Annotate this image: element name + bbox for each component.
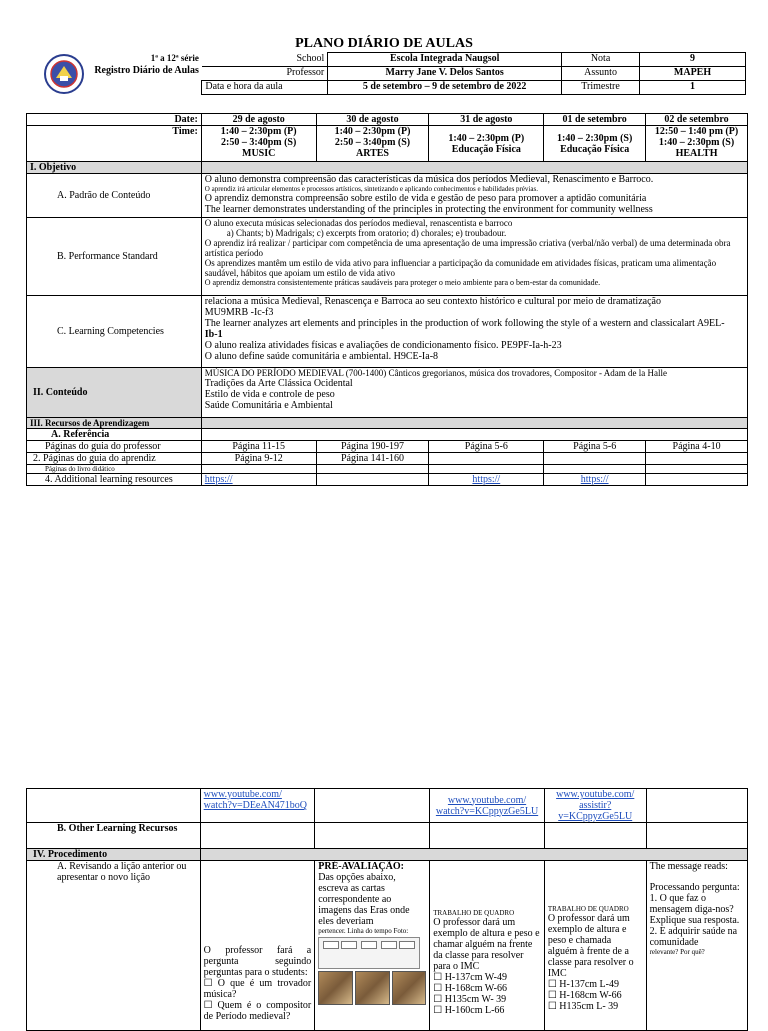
teacher-guide-pages: Página 4-10	[646, 441, 748, 453]
message-text: Processando pergunta:	[649, 882, 740, 893]
board-work-item: ☐ H135cm L- 39	[547, 1001, 619, 1012]
resource-link[interactable]: https://	[204, 474, 233, 485]
day-date: 01 de setembro	[544, 114, 646, 126]
nota-value: 9	[640, 53, 746, 67]
day-time: 1:40 – 2:30pm (P)	[220, 126, 297, 137]
board-work-text: O professor dará um exemplo de altura e peso e chamada alguém à frente de a classe para resolver o IMC	[547, 913, 634, 979]
referencia-label: A. Referência	[27, 429, 202, 441]
youtube-link[interactable]: www.youtube.com/ watch?v=DEeAN471boQ	[203, 789, 308, 811]
era-pictures	[318, 971, 426, 1005]
school-value: Escola Integrada Naugsol	[328, 53, 562, 67]
board-work-item: ☐ H-168cm W-66	[433, 983, 508, 994]
competency-line: relaciona a música Medieval, Renascença e Barroca ao seu contexto histórico e cultural por meio de dramatização	[204, 296, 661, 307]
standard-line: O aprendiz demonstra compreensão sobre estilo de vida e gestão de peso para promover a aptidão comunitária	[204, 193, 647, 204]
board-work-heading: TRABALHO DE QUADRO	[433, 909, 515, 917]
additional-resources-label: 4. Additional learning resources	[27, 474, 202, 486]
grade-range: 1ª a 12ª série	[150, 52, 199, 63]
resource-link[interactable]: https://	[580, 474, 609, 485]
day-time: 1:40 – 2:30pm (P)	[448, 132, 525, 144]
lesson-plan-table	[26, 113, 748, 486]
section-procedimento: IV. Procedimento	[27, 849, 201, 861]
teacher-guide-label: Páginas do guia do professor	[27, 441, 202, 453]
standard-line: O aprendiz irá articular elementos e processos artísticos, sintetizando e aplicando conhecimentos e habilidades prévias.	[204, 185, 538, 193]
other-learning-label: B. Other Learning Recursos	[27, 823, 201, 849]
performance-line: a) Chants; b) Madrigals; c) excerpts from oratorio; d) chorales; e) troubadour.	[226, 228, 507, 238]
day-subject: ARTES	[356, 148, 389, 159]
performance-line: O aprendiz demonstra consistentemente práticas saudáveis para proteger o meio ambiente para o bem-estar da comunidade.	[204, 278, 601, 287]
textbook-pages-label: Páginas do livro didático	[27, 465, 202, 474]
youtube-link[interactable]: www.youtube.com/ watch?v=KCppyzGe5LU	[435, 794, 539, 817]
day-subject: MUSIC	[242, 148, 276, 159]
datetime-label: Data e hora da aula	[202, 81, 328, 95]
padrao-conteudo-label: A. Padrão de Conteúdo	[27, 174, 202, 218]
header-info-table	[26, 52, 746, 95]
board-work-text: O professor dará um exemplo de altura e peso e chamar alguém na frente da classe para resolver para o IMC	[433, 917, 540, 972]
day-subject: Educação Física	[451, 143, 521, 155]
day-time: 2:50 – 3:40pm (S)	[221, 137, 297, 148]
competency-line: O aluno realiza atividades físicas e avaliações de condicionamento físico. PE9PF-Ia-h-23	[204, 340, 562, 351]
pre-assessment-title: PRÉ-AVALIAÇÃO:	[318, 861, 404, 872]
competency-line: The learner analyzes art elements and principles in the production of work following the style of a western and classicalart A9EL-	[204, 318, 725, 329]
day-date: 31 de agosto	[429, 114, 544, 126]
learner-guide-pages: Página 9-12	[201, 453, 316, 465]
day-subject: HEALTH	[675, 148, 718, 159]
nota-label: Nota	[562, 53, 640, 67]
board-work-item: ☐ H-168cm W-66	[547, 990, 622, 1001]
procedure-text: O professor fará a pergunta seguindo perguntas para o students:	[203, 945, 312, 978]
board-work-item: ☐ H-137cm W-49	[433, 972, 508, 983]
teacher-guide-pages: Página 190-197	[316, 441, 429, 453]
pre-assessment-small: pertencer. Linha do tempo Foto:	[318, 927, 409, 935]
competency-line: O aluno define saúde comunitária e ambiental. H9CE-Ia-8	[204, 351, 439, 362]
content-line: Estilo de vida e controle de peso	[204, 389, 335, 400]
lesson-plan-table-page2	[26, 788, 748, 1031]
day-time: 1:40 – 2:30pm (P)	[334, 126, 411, 137]
content-line: MÚSICA DO PERÍODO MEDIEVAL (700-1400) Cânticos gregorianos, música dos trovadores, Compositor - Adam de la Halle	[204, 368, 667, 378]
board-work-item: ☐ H135cm W- 39	[433, 994, 507, 1005]
performance-standard-label: B. Performance Standard	[27, 218, 202, 296]
day-time: 1:40 – 2:30pm (S)	[658, 137, 735, 148]
learner-guide-pages: Página 141-160	[316, 453, 429, 465]
competency-line: Ib-1	[204, 329, 223, 340]
professor-label: Professor	[202, 67, 328, 81]
time-label: Time:	[27, 126, 202, 162]
message-text: 1. O que faz o mensagem diga-nos? Explique sua resposta.	[649, 893, 740, 926]
learner-guide-pages	[544, 453, 646, 465]
board-work-heading: TRABALHO DE QUADRO	[547, 905, 629, 913]
trimestre-label: Trimestre	[562, 81, 640, 95]
datetime-value: 5 de setembro – 9 de setembro de 2022	[328, 81, 562, 95]
learner-guide-pages	[646, 453, 748, 465]
learner-guide-label: 2. Páginas do guia do aprendiz	[27, 453, 202, 465]
section-recursos: III. Recursos de Aprendizagem	[27, 418, 202, 429]
timeline-image	[318, 937, 420, 969]
school-label: School	[202, 53, 328, 67]
assunto-value: MAPEH	[640, 67, 746, 81]
resource-link[interactable]: https://	[472, 474, 501, 485]
day-time: 12:50 – 1:40 pm (P)	[654, 126, 739, 137]
professor-value: Marry Jane V. Delos Santos	[328, 67, 562, 81]
message-text: 2. E adquirir saúde na comunidade	[649, 926, 738, 948]
performance-line: O aluno executa músicas selecionadas dos períodos medieval, renascentista e barroco	[204, 218, 513, 228]
teacher-guide-pages: Página 11-15	[201, 441, 316, 453]
day-time: 1:40 – 2:30pm (S)	[557, 132, 633, 144]
competency-line: MU9MRB -Ic-f3	[204, 307, 274, 318]
section-conteudo: II. Conteúdo	[27, 368, 202, 418]
pre-assessment-text: Das opções abaixo, escreva as cartas correspondente ao imagens das Eras onde eles deveriam	[318, 872, 410, 927]
review-lesson-label: A. Revisando a lição anterior ou apresentar o novo lição	[27, 861, 201, 1031]
trimestre-value: 1	[640, 81, 746, 95]
standard-line: O aluno demonstra compreensão das características da música dos períodos Medieval, Renascimento e Barroco.	[204, 174, 654, 185]
performance-line: O aprendiz irá realizar / participar com competência de uma apresentação de uma impressão criativa (verbal/não verbal) de uma determinada obra artística período	[204, 238, 731, 258]
day-date: 02 de setembro	[646, 114, 748, 126]
learner-guide-pages	[429, 453, 544, 465]
registro-label: Registro Diário de Aulas	[94, 64, 199, 76]
board-work-item: ☐ H-137cm L-49	[547, 979, 619, 990]
procedure-text: ☐ Quem é o compositor de Período medieval?	[203, 1000, 312, 1022]
procedure-text: ☐ O que é um trovador música?	[203, 978, 312, 1000]
standard-line: The learner demonstrates understanding of the principles in protecting the environment for community wellness	[204, 204, 653, 215]
page-title: PLANO DIÁRIO DE AULAS	[295, 36, 473, 51]
content-line: Saúde Comunitária e Ambiental	[204, 400, 333, 411]
message-text: The message reads:	[649, 861, 728, 872]
performance-line: Os aprendizes mantêm um estilo de vida ativo para influenciar a participação da comunidade em atividades físicas, praticam uma alimentação saudável, hábitos que apoiam um estilo de vida ativo	[204, 258, 717, 278]
teacher-guide-pages: Página 5-6	[429, 441, 544, 453]
day-time: 2:50 – 3:40pm (S)	[334, 137, 411, 148]
message-text-small: relevante? Por quê?	[649, 948, 705, 956]
board-work-item: ☐ H-160cm L-66	[433, 1005, 505, 1016]
day-date: 30 de agosto	[316, 114, 429, 126]
day-date: 29 de agosto	[201, 114, 316, 126]
day-subject: Educação Física	[560, 143, 630, 155]
learning-competencies-label: C. Learning Competencies	[27, 296, 202, 368]
youtube-link[interactable]: www.youtube.com/ assistir? v=KCppyzGe5LU	[556, 789, 635, 822]
date-label: Date:	[27, 114, 202, 126]
section-objetivo: I. Objetivo	[27, 162, 202, 174]
teacher-guide-pages: Página 5-6	[544, 441, 646, 453]
content-line: Tradições da Arte Clássica Ocidental	[204, 378, 353, 389]
assunto-label: Assunto	[562, 67, 640, 81]
